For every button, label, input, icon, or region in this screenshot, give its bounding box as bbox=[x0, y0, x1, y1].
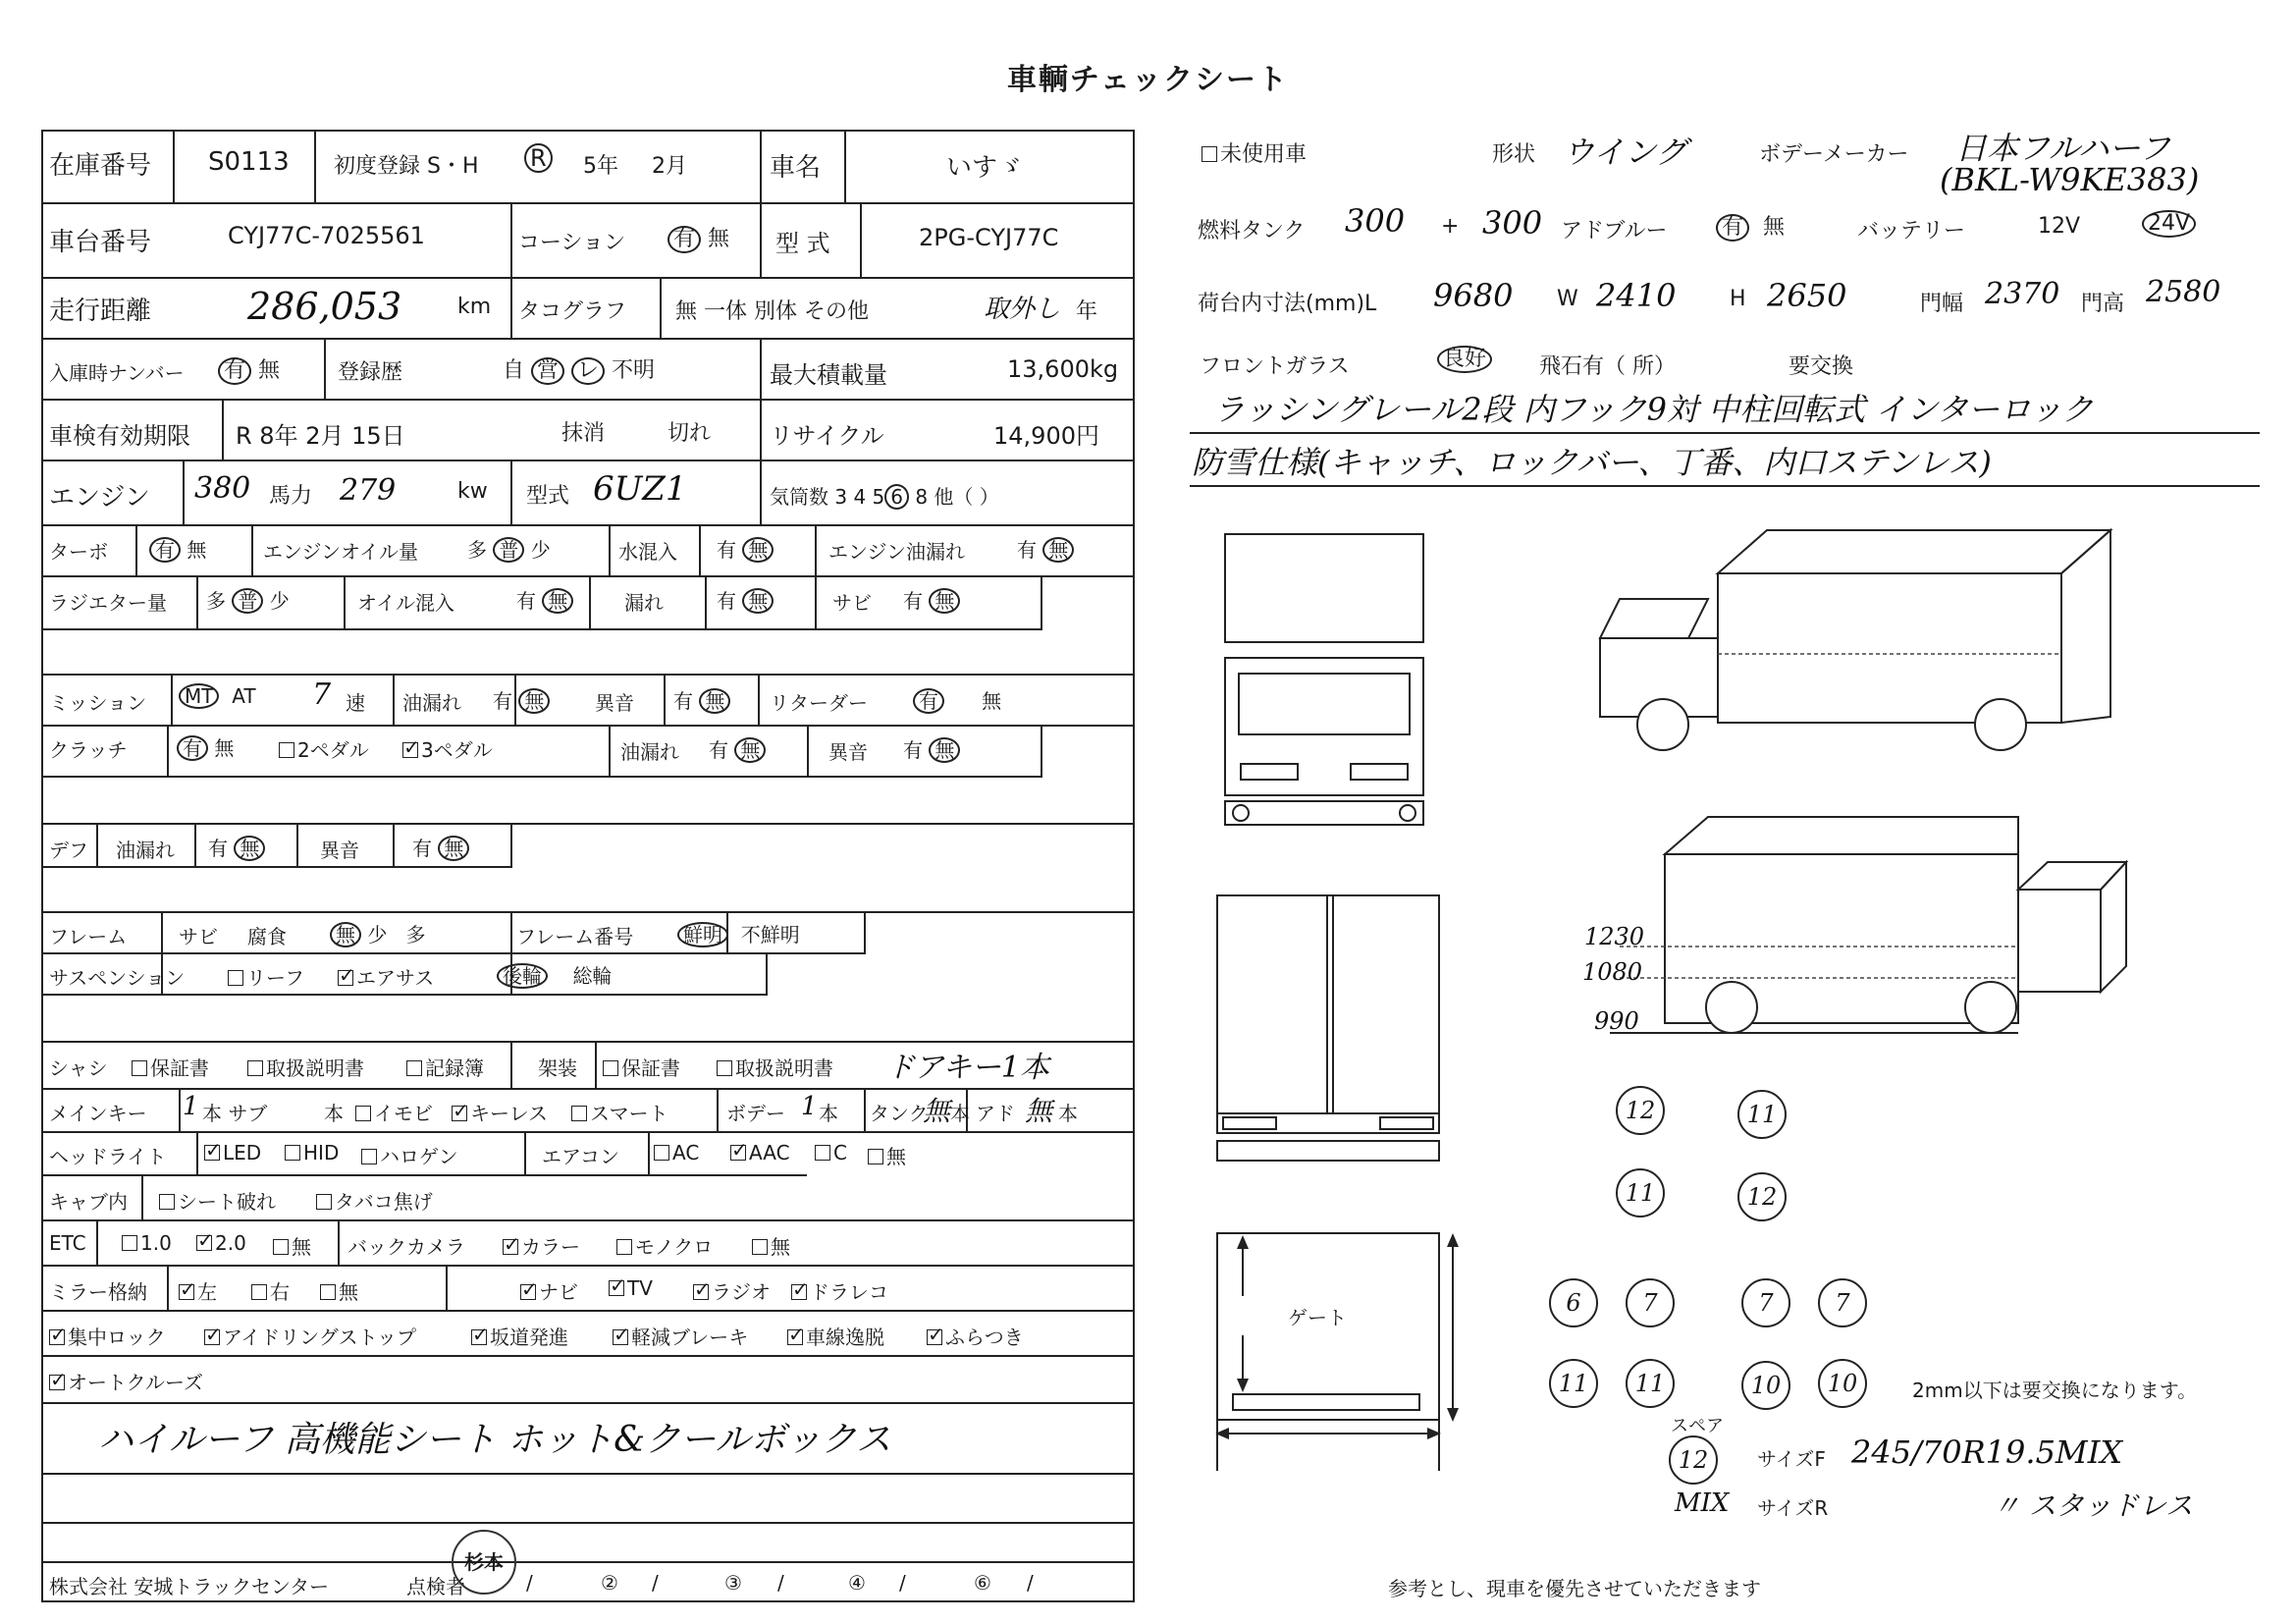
leak-none-circled: 無 bbox=[742, 588, 774, 614]
seat-torn-label: シート破れ bbox=[178, 1190, 276, 1214]
plate-none: 無 bbox=[258, 358, 281, 383]
manual-label: 取扱説明書 bbox=[266, 1056, 364, 1080]
era-circled: R bbox=[524, 143, 553, 173]
company-name: 株式会社 安城トラックセンター bbox=[49, 1575, 330, 1598]
unused-checkbox bbox=[1201, 146, 1217, 162]
manual-checkbox bbox=[247, 1060, 263, 1076]
radiator-few: 少 bbox=[269, 589, 290, 613]
cylinder-label: 気筒数 bbox=[770, 485, 828, 509]
caution-none: 無 bbox=[708, 227, 730, 251]
body-key-label: ボデー bbox=[726, 1102, 785, 1125]
mileage-label: 走行距離 bbox=[49, 297, 152, 326]
idling-stop-label: アイドリングストップ bbox=[223, 1326, 416, 1349]
rust-label: サビ bbox=[832, 591, 872, 615]
tyre-front-left-tread: 12 bbox=[1616, 1086, 1665, 1135]
ad-key-label: アド bbox=[976, 1102, 1015, 1125]
oilmix-has: 有 bbox=[516, 589, 536, 613]
warranty-checkbox bbox=[132, 1060, 147, 1076]
oil-many: 多 bbox=[467, 538, 487, 562]
height-1080: 1080 bbox=[1582, 958, 1643, 986]
first-registration-label: 初度登録 S・H bbox=[334, 154, 479, 179]
body-maker-label: ボデーメーカー bbox=[1759, 142, 1909, 167]
car-name-label: 車名 bbox=[770, 153, 822, 183]
clutch-ol-has: 有 bbox=[709, 738, 728, 762]
camera-none-checkbox bbox=[752, 1239, 768, 1255]
aircon-label: エアコン bbox=[542, 1145, 619, 1168]
caution-has-circled: 有 bbox=[667, 226, 701, 253]
chassis-number-label: 車台番号 bbox=[49, 228, 152, 257]
cargo-height: 2650 bbox=[1767, 277, 1847, 314]
entry-plate-label: 入庫時ナンバー bbox=[49, 361, 185, 385]
mission-noise-has: 有 bbox=[673, 689, 693, 713]
body-manual-label: 取扱説明書 bbox=[735, 1056, 833, 1080]
tank-key-handwritten: 無 bbox=[923, 1095, 951, 1127]
record-label: 記録簿 bbox=[425, 1056, 484, 1080]
engine-type: 6UZ1 bbox=[593, 469, 687, 509]
mix-handwritten: MIX bbox=[1675, 1489, 1730, 1518]
aircon-none-checkbox bbox=[868, 1149, 883, 1164]
navi-checkbox-checked bbox=[520, 1284, 536, 1300]
registration-year: 5年 bbox=[583, 154, 618, 179]
door-key-handwritten: ドアキー1本 bbox=[885, 1051, 1049, 1085]
door-width: 2370 bbox=[1985, 277, 2060, 311]
caution-label: コーション bbox=[518, 231, 626, 255]
max-load-label: 最大積載量 bbox=[770, 361, 887, 389]
c-label: C bbox=[833, 1141, 847, 1164]
main-key-sub: 本 サブ bbox=[202, 1102, 268, 1125]
halogen-checkbox bbox=[361, 1149, 377, 1164]
cargo-length: 9680 bbox=[1433, 277, 1514, 314]
hist-lease-circled: レ bbox=[571, 357, 605, 385]
height-990: 990 bbox=[1594, 1007, 1639, 1035]
model-label: 型 式 bbox=[775, 230, 830, 257]
height-1230: 1230 bbox=[1584, 923, 1645, 950]
auto-cruise-checkbox-checked bbox=[49, 1375, 65, 1390]
body-warranty-checkbox bbox=[603, 1060, 618, 1076]
mileage: 286,053 bbox=[247, 285, 402, 328]
rust-has: 有 bbox=[903, 589, 923, 613]
record-checkbox bbox=[406, 1060, 422, 1076]
page-title: 車輌チェックシート bbox=[1006, 63, 1290, 97]
engine-label: エンジン bbox=[49, 483, 150, 513]
lane-departure-label: 車線逸脱 bbox=[806, 1326, 884, 1349]
door-height-label: 門高 bbox=[2081, 292, 2125, 316]
truck-front-view-icon bbox=[1217, 530, 1443, 835]
aircon-none-label: 無 bbox=[886, 1145, 906, 1168]
engine-oil-label: エンジンオイル量 bbox=[263, 540, 418, 564]
c-checkbox bbox=[815, 1145, 830, 1161]
turbo-has-circled: 有 bbox=[149, 537, 181, 563]
three-pedal-checkbox-checked bbox=[402, 742, 418, 758]
leak-has: 有 bbox=[717, 589, 736, 613]
radiator-many: 多 bbox=[206, 589, 226, 613]
ad-key-hon: 本 bbox=[1058, 1102, 1078, 1125]
auto-cruise-label: オートクルーズ bbox=[68, 1371, 203, 1394]
retarder-none: 無 bbox=[982, 689, 1002, 713]
cylinder-options: 3 4 5 bbox=[834, 485, 885, 509]
frame-none-circled: 無 bbox=[330, 922, 361, 947]
back-camera-label: バックカメラ bbox=[347, 1235, 465, 1259]
hill-start-checkbox-checked bbox=[471, 1329, 487, 1345]
etc-10-checkbox bbox=[122, 1235, 137, 1251]
all-wheel: 総輪 bbox=[572, 964, 613, 988]
frame-clear-circled: 鮮明 bbox=[677, 922, 728, 947]
tank-key-hon: 本 bbox=[950, 1102, 970, 1125]
aac-label: AAC bbox=[749, 1141, 790, 1164]
spec-line-2-handwritten: 防雪仕様(キャッチ、ロックバー、丁番、内口ステンレス) bbox=[1192, 444, 1992, 481]
truck-rear-view-icon bbox=[1213, 884, 1449, 1178]
engine-displacement: 380 bbox=[194, 471, 251, 506]
three-pedal-label: 3ペダル bbox=[421, 738, 493, 762]
frame-many: 多 bbox=[405, 923, 426, 947]
diff-noise-has: 有 bbox=[412, 837, 432, 860]
body-key-count: 1 bbox=[801, 1092, 818, 1121]
gear-speed: 7 bbox=[312, 677, 332, 712]
mono-camera-checkbox bbox=[616, 1239, 632, 1255]
inspection-2: ② bbox=[601, 1571, 618, 1595]
fuel-plus: + bbox=[1441, 214, 1460, 239]
hid-label: HID bbox=[303, 1141, 340, 1164]
water-none-circled: 無 bbox=[742, 537, 774, 563]
chassis-docs-label: シャシ bbox=[49, 1056, 108, 1080]
mirror-right-label: 右 bbox=[270, 1280, 290, 1304]
windshield-label: フロントガラス bbox=[1200, 354, 1350, 379]
clutch-noise-label: 異音 bbox=[828, 740, 868, 764]
diff-noise-none-circled: 無 bbox=[438, 836, 469, 861]
oil-few: 少 bbox=[530, 538, 551, 562]
idling-stop-checkbox-checked bbox=[204, 1329, 220, 1345]
recycle-label: リサイクル bbox=[770, 422, 884, 450]
windshield-good-circled: 良好 bbox=[1437, 346, 1492, 373]
chassis-number: CYJ77C-7025561 bbox=[228, 222, 425, 249]
size-rear-label: サイズR bbox=[1757, 1496, 1829, 1520]
leak-label: 漏れ bbox=[624, 591, 664, 615]
color-camera-label: カラー bbox=[521, 1235, 580, 1259]
leaf-checkbox bbox=[228, 970, 243, 986]
clutch-noise-none-circled: 無 bbox=[929, 737, 960, 763]
wobble-label: ふらつき bbox=[945, 1326, 1024, 1349]
diff-noise-label: 異音 bbox=[320, 839, 359, 862]
tyre-r3-1-tread: 6 bbox=[1549, 1278, 1598, 1327]
water-has: 有 bbox=[717, 538, 736, 562]
mission-label: ミッション bbox=[49, 691, 147, 715]
etc-label: ETC bbox=[49, 1231, 86, 1255]
hist-unknown: 不明 bbox=[612, 358, 656, 383]
hid-checkbox bbox=[285, 1145, 300, 1161]
warranty-label: 保証書 bbox=[150, 1056, 209, 1080]
etc-none-label: 無 bbox=[292, 1235, 311, 1259]
windshield-replace: 要交換 bbox=[1789, 354, 1854, 379]
cargo-width-label: W bbox=[1557, 287, 1578, 311]
lane-departure-checkbox-checked bbox=[787, 1329, 803, 1345]
battery-12v: 12V bbox=[2038, 214, 2081, 239]
mirror-none-checkbox bbox=[320, 1284, 336, 1300]
mission-ol-none-circled: 無 bbox=[518, 688, 550, 714]
horsepower: 279 bbox=[340, 473, 397, 508]
clutch-noise-has: 有 bbox=[903, 738, 923, 762]
fuel-tank-1: 300 bbox=[1345, 202, 1406, 240]
tyre-r4-3-tread: 10 bbox=[1741, 1361, 1790, 1410]
inspection-4: ④ bbox=[848, 1571, 866, 1595]
cylinder-selected: 6 bbox=[884, 484, 909, 510]
unused-label: 未使用車 bbox=[1220, 142, 1308, 167]
clutch-ol-none-circled: 無 bbox=[734, 737, 766, 763]
stock-number: S0113 bbox=[208, 147, 290, 177]
cab-label: キャブ内 bbox=[49, 1190, 128, 1214]
mono-camera-label: モノクロ bbox=[635, 1235, 714, 1259]
mirror-fold-label: ミラー格納 bbox=[49, 1280, 147, 1304]
registration-history-label: 登録歴 bbox=[338, 360, 403, 385]
shape-label: 形状 bbox=[1492, 142, 1536, 167]
cargo-dims-label: 荷台内寸法(mm)L bbox=[1198, 292, 1377, 316]
dashcam-checkbox-checked bbox=[791, 1284, 807, 1300]
clutch-none: 無 bbox=[214, 736, 235, 760]
car-name: いすゞ bbox=[946, 153, 1024, 183]
gate-diagram-icon bbox=[1207, 1227, 1482, 1483]
etc-20-label: 2.0 bbox=[215, 1231, 246, 1255]
engine-leak-label: エンジン油漏れ bbox=[828, 540, 965, 564]
tyre-r3-4-tread: 7 bbox=[1818, 1278, 1867, 1327]
body-key-hon: 本 bbox=[819, 1102, 838, 1125]
immobi-label: イモビ bbox=[374, 1102, 433, 1125]
gate-label: ゲート bbox=[1288, 1306, 1347, 1329]
hist-commercial-circled: 営 bbox=[531, 357, 564, 385]
kw-unit: kw bbox=[457, 479, 488, 504]
tachograph-label: タコグラフ bbox=[518, 299, 627, 324]
spec-line-1-handwritten: ラッシングレール2段 内フック9対 中柱回転式 インターロック bbox=[1213, 391, 2094, 428]
truck-side-view-left-icon bbox=[1580, 805, 2150, 1051]
brake-assist-label: 軽減ブレーキ bbox=[631, 1326, 749, 1349]
mission-ol-has: 有 bbox=[493, 689, 512, 713]
hill-start-label: 坂道発進 bbox=[490, 1326, 568, 1349]
mission-noise-none-circled: 無 bbox=[699, 688, 730, 714]
radio-checkbox-checked bbox=[693, 1284, 709, 1300]
windshield-chip: 飛石有（ 所） bbox=[1539, 354, 1676, 379]
recycle-fee: 14,900円 bbox=[993, 422, 1099, 450]
etc-10-label: 1.0 bbox=[140, 1231, 172, 1255]
oil-mid-circled: 普 bbox=[493, 537, 524, 563]
mt-circled: MT bbox=[179, 683, 219, 709]
cargo-width: 2410 bbox=[1596, 277, 1677, 314]
etc-20-checkbox-checked bbox=[196, 1235, 212, 1251]
cargo-height-label: H bbox=[1730, 287, 1746, 311]
mission-oil-leak-label: 油漏れ bbox=[402, 691, 461, 715]
airsus-label: エアサス bbox=[356, 966, 435, 990]
central-lock-checkbox-checked bbox=[49, 1329, 65, 1345]
battery-24v-circled: 24V bbox=[2142, 210, 2196, 238]
main-key-count: 1 bbox=[183, 1092, 199, 1121]
camera-none-label: 無 bbox=[771, 1235, 790, 1259]
tyre-r4-4-tread: 10 bbox=[1818, 1359, 1867, 1408]
cylinder-rest: 8 他（ ） bbox=[915, 485, 999, 509]
led-label: LED bbox=[223, 1141, 262, 1164]
max-load: 13,600kg bbox=[1007, 355, 1119, 383]
smart-label: スマート bbox=[590, 1102, 668, 1125]
adblue-none: 無 bbox=[1763, 215, 1786, 240]
halogen-label: ハロゲン bbox=[380, 1145, 458, 1168]
rust-none-circled: 無 bbox=[929, 588, 960, 614]
retarder-has-circled: 有 bbox=[913, 688, 944, 714]
main-key-label: メインキー bbox=[49, 1102, 147, 1125]
frame-corrosion: 腐食 bbox=[247, 925, 287, 948]
door-height: 2580 bbox=[2146, 275, 2221, 309]
tv-checkbox-checked bbox=[609, 1280, 624, 1296]
tobacco-checkbox bbox=[316, 1194, 332, 1210]
mirror-none-label: 無 bbox=[339, 1280, 358, 1304]
two-pedal-checkbox bbox=[279, 742, 294, 758]
sub-key-hon: 本 bbox=[324, 1102, 344, 1125]
smart-checkbox bbox=[571, 1106, 587, 1121]
frame-few: 少 bbox=[367, 923, 388, 947]
seat-torn-checkbox bbox=[159, 1194, 175, 1210]
clutch-label: クラッチ bbox=[49, 738, 128, 762]
truck-side-view-right-icon bbox=[1590, 520, 2140, 756]
tyre-r4-1-tread: 11 bbox=[1549, 1359, 1598, 1408]
body-docs-label: 架装 bbox=[538, 1056, 577, 1080]
frame-label: フレーム bbox=[49, 925, 128, 948]
dashcam-label: ドラレコ bbox=[810, 1280, 888, 1304]
turbo-none: 無 bbox=[187, 538, 207, 562]
central-lock-label: 集中ロック bbox=[68, 1326, 166, 1349]
turbo-label: ターボ bbox=[49, 540, 108, 564]
speed-label: 速 bbox=[346, 691, 365, 715]
model: 2PG-CYJ77C bbox=[919, 224, 1059, 251]
clutch-has-circled: 有 bbox=[177, 735, 208, 761]
aac-checkbox-checked bbox=[730, 1145, 746, 1161]
frame-rust: サビ bbox=[179, 925, 218, 948]
adblue-label: アドブルー bbox=[1561, 219, 1668, 244]
frame-number-label: フレーム番号 bbox=[516, 925, 634, 948]
mirror-left-label: 左 bbox=[197, 1280, 217, 1304]
battery-label: バッテリー bbox=[1857, 219, 1966, 244]
tyre-second-left-tread: 11 bbox=[1616, 1168, 1665, 1218]
engine-leak-none-circled: 無 bbox=[1042, 537, 1074, 563]
inspection-5: ⑥ bbox=[974, 1571, 991, 1595]
tyre-r4-2-tread: 11 bbox=[1626, 1359, 1675, 1408]
water-mix-label: 水混入 bbox=[618, 540, 677, 564]
inspector-label: 点検者 bbox=[406, 1575, 465, 1598]
inspection-expiry: R 8年 2月 15日 bbox=[236, 422, 405, 450]
expired-label: 切れ bbox=[667, 421, 712, 446]
led-checkbox-checked bbox=[204, 1145, 220, 1161]
oilmix-none-circled: 無 bbox=[542, 588, 573, 614]
suspension-label: サスペンション bbox=[49, 966, 186, 990]
fuel-tank-label: 燃料タンク bbox=[1198, 219, 1306, 244]
airsus-checkbox-checked bbox=[338, 970, 353, 986]
two-pedal-label: 2ペダル bbox=[297, 738, 369, 762]
tyre-note: 2mm以下は要交換になります。 bbox=[1912, 1379, 2198, 1402]
diff-label: デフ bbox=[49, 839, 88, 862]
tyre-r3-3-tread: 7 bbox=[1741, 1278, 1790, 1327]
tobacco-label: タバコ焦げ bbox=[335, 1190, 433, 1214]
mirror-right-checkbox bbox=[251, 1284, 267, 1300]
diff-ol-has: 有 bbox=[208, 837, 228, 860]
immobi-checkbox bbox=[355, 1106, 371, 1121]
ad-key-handwritten: 無 bbox=[1025, 1095, 1053, 1127]
inspector-stamp: 杉本 bbox=[452, 1530, 516, 1595]
ac-label: AC bbox=[672, 1141, 700, 1164]
oil-mix-label: オイル混入 bbox=[357, 591, 454, 615]
engine-leak-has: 有 bbox=[1017, 538, 1037, 562]
size-rear-handwritten: 〃 スタッドレス bbox=[1993, 1489, 2194, 1522]
radiator-mid-circled: 普 bbox=[232, 588, 263, 614]
inspection-3: ③ bbox=[724, 1571, 742, 1595]
radio-label: ラジオ bbox=[712, 1280, 771, 1304]
door-width-label: 門幅 bbox=[1920, 292, 1964, 316]
brake-assist-checkbox-checked bbox=[613, 1329, 628, 1345]
diff-ol-none-circled: 無 bbox=[234, 836, 265, 861]
tv-label: TV bbox=[627, 1276, 653, 1300]
hist-self: 自 bbox=[503, 358, 525, 383]
size-front-label: サイズF bbox=[1757, 1447, 1826, 1471]
keyless-label: キーレス bbox=[470, 1102, 548, 1125]
mileage-unit: km bbox=[457, 295, 492, 319]
mirror-left-checkbox-checked bbox=[179, 1284, 194, 1300]
color-camera-checkbox-checked bbox=[503, 1239, 518, 1255]
tyre-front-right-tread: 11 bbox=[1737, 1090, 1787, 1139]
size-front-handwritten: 245/70R19.5MIX bbox=[1851, 1434, 2123, 1471]
radiator-label: ラジエター量 bbox=[49, 591, 167, 615]
body-maker-handwritten: 日本フルハーフ bbox=[1955, 130, 2170, 167]
wobble-checkbox-checked bbox=[927, 1329, 942, 1345]
bottom-note: 参考とし、現車を優先させていただきます bbox=[1388, 1577, 1761, 1600]
body-warranty-label: 保証書 bbox=[621, 1056, 680, 1080]
engine-type-label: 型式 bbox=[526, 484, 570, 509]
spare-tyre-tread: 12 bbox=[1669, 1435, 1718, 1485]
plate-has-circled: 有 bbox=[218, 357, 251, 385]
cancel-label: 抹消 bbox=[561, 421, 606, 446]
tachograph-year: 年 bbox=[1076, 299, 1098, 324]
tachograph-options: 無 一体 別体 その他 bbox=[675, 299, 869, 324]
headlight-label: ヘッドライト bbox=[49, 1145, 167, 1168]
etc-none-checkbox bbox=[273, 1239, 289, 1255]
ac-checkbox bbox=[654, 1145, 669, 1161]
rear-wheel-circled: 後輪 bbox=[497, 963, 548, 989]
at-label: AT bbox=[232, 684, 256, 708]
retarder-label: リターダー bbox=[770, 691, 868, 715]
fuel-tank-2: 300 bbox=[1482, 204, 1543, 242]
registration-month: 2月 bbox=[652, 154, 687, 179]
stock-number-label: 在庫番号 bbox=[49, 151, 152, 181]
tachograph-handwritten: 取外し bbox=[984, 295, 1061, 324]
adblue-has-circled: 有 bbox=[1716, 214, 1749, 242]
leaf-label: リーフ bbox=[246, 966, 304, 990]
tank-key-label: タンク bbox=[870, 1102, 929, 1125]
tyre-r3-2-tread: 7 bbox=[1626, 1278, 1675, 1327]
keyless-checkbox-checked bbox=[452, 1106, 467, 1121]
body-model-handwritten: (BKL-W9KE383) bbox=[1940, 161, 2200, 198]
tyre-second-right-tread: 12 bbox=[1737, 1172, 1787, 1221]
navi-label: ナビ bbox=[539, 1280, 578, 1304]
notes-handwritten: ハイルーフ 高機能シート ホット&クールボックス bbox=[98, 1420, 892, 1460]
horsepower-label: 馬力 bbox=[269, 484, 313, 509]
frame-unclear: 不鮮明 bbox=[740, 923, 800, 947]
inspection-expiry-label: 車検有効期限 bbox=[49, 422, 190, 450]
clutch-oil-leak-label: 油漏れ bbox=[620, 740, 679, 764]
spare-label: スペア bbox=[1671, 1416, 1724, 1436]
shape-handwritten: ウイング bbox=[1563, 134, 1687, 171]
body-manual-checkbox bbox=[717, 1060, 732, 1076]
mission-noise-label: 異音 bbox=[595, 691, 634, 715]
diff-oil-leak-label: 油漏れ bbox=[116, 839, 175, 862]
